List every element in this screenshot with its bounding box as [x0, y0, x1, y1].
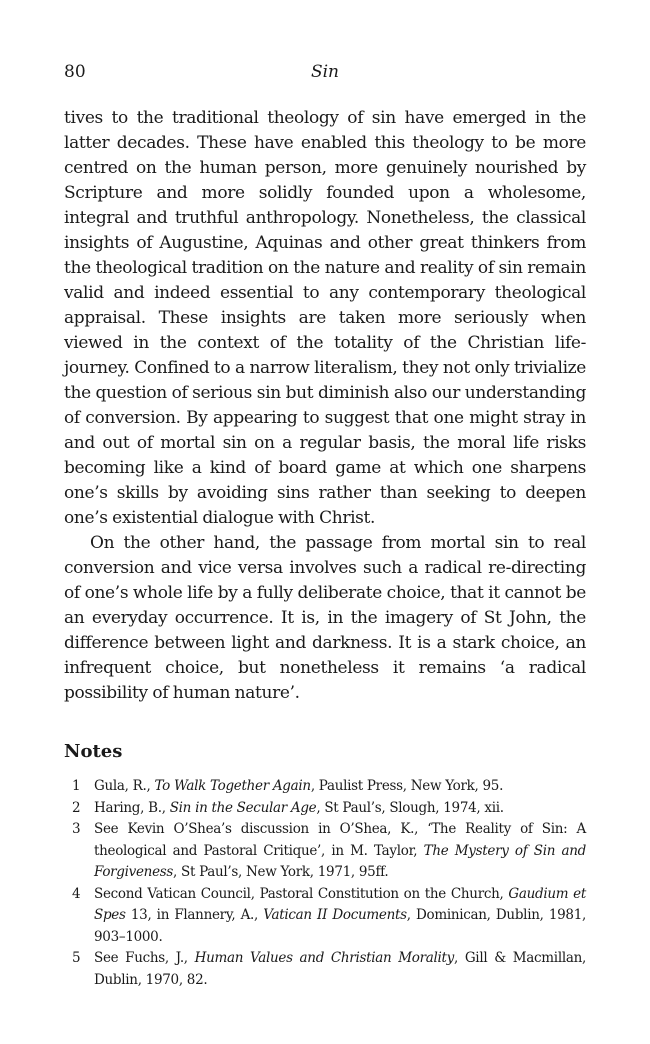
note-title: Human Values and Christian Morality	[194, 950, 454, 966]
note-text: See Kevin O’Shea’s discussion in O’Shea, K., ‘The Reality of Sin: A theological and Pastoral Critique’, in M. Taylor,	[94, 821, 586, 859]
note-text: Gula, R.,	[94, 778, 155, 794]
note-item	[64, 948, 586, 991]
page-header	[64, 62, 586, 86]
note-title: Vatican II Documents	[263, 907, 407, 923]
note-text: See Fuchs, J.,	[94, 950, 195, 966]
note-item	[64, 798, 586, 820]
note-title: To Walk Together Again	[154, 778, 311, 794]
page-number: 80	[64, 62, 86, 82]
note-title: Gaudium et Spes	[94, 885, 586, 923]
note-number: 5	[72, 950, 81, 966]
note-number: 4	[72, 885, 81, 902]
note-title: Sin in the Secular Age	[169, 799, 317, 816]
note-text: Second Vatican Council, Pastoral Constitution on the Church,	[94, 885, 509, 902]
note-number: 3	[72, 821, 81, 837]
paragraph: tives to the traditional theology of sin have emerged in the latter decades. These have enabled this theology to be more centred on the human person, more genuinely nourished by Scripture and more solidly founded upon a wholesome, integral and truthful anthropology. Nonetheless, the classical insights of Augustine, Aquinas and other great thinkers from the theological tradition on the nature and reality of sin remain valid and indeed essential to any contemporary theological appraisal. These insights are taken more seriously when viewed in the context of the totality of the Christian life-journey. Confined to a narrow literalism, they not only trivialize the question of serious sin but diminish also our understanding of conversion. By appearing to suggest that one might stray in and out of mortal sin on a regular basis, the moral life risks becoming like a kind of board game at which one sharpens one’s skills by avoiding sins rather than seeking to deepen one’s existential dialogue with Christ.	[64, 108, 586, 528]
notes-list	[64, 776, 586, 991]
note-number: 2	[72, 799, 81, 816]
note-text: , St Paul’s, Slough, 1974, xii.	[316, 799, 504, 816]
paragraph: On the other hand, the passage from mortal sin to real conversion and vice versa involves such a radical re-directing of one’s whole life by a fully deliberate choice, that it cannot be an everyday occurrence. It is, in the imagery of St John, the difference between light and darkness. It is a stark choice, an infrequent choice, but nonetheless it remains ‘a radical possibility of human nature’.	[64, 533, 586, 703]
note-text: , Gill & Macmillan, Dublin, 1970, 82.	[94, 950, 586, 988]
note-item	[64, 776, 586, 798]
body-text	[64, 106, 586, 706]
note-text: , Dominican, Dublin, 1981, 903–1000.	[94, 907, 586, 945]
notes-heading: Notes	[64, 741, 123, 762]
note-text: , St Paul’s, New York, 1971, 95ff.	[173, 864, 389, 880]
note-title: The Mystery of Sin and Forgiveness	[94, 842, 586, 880]
note-text: Haring, B.,	[94, 799, 170, 816]
note-item	[64, 819, 586, 884]
note-text: , Paulist Press, New York, 95.	[310, 778, 504, 794]
note-item	[64, 884, 586, 949]
note-number: 1	[72, 778, 81, 794]
running-head: Sin	[310, 62, 340, 82]
note-text: 13, in Flannery, A.,	[125, 907, 264, 923]
